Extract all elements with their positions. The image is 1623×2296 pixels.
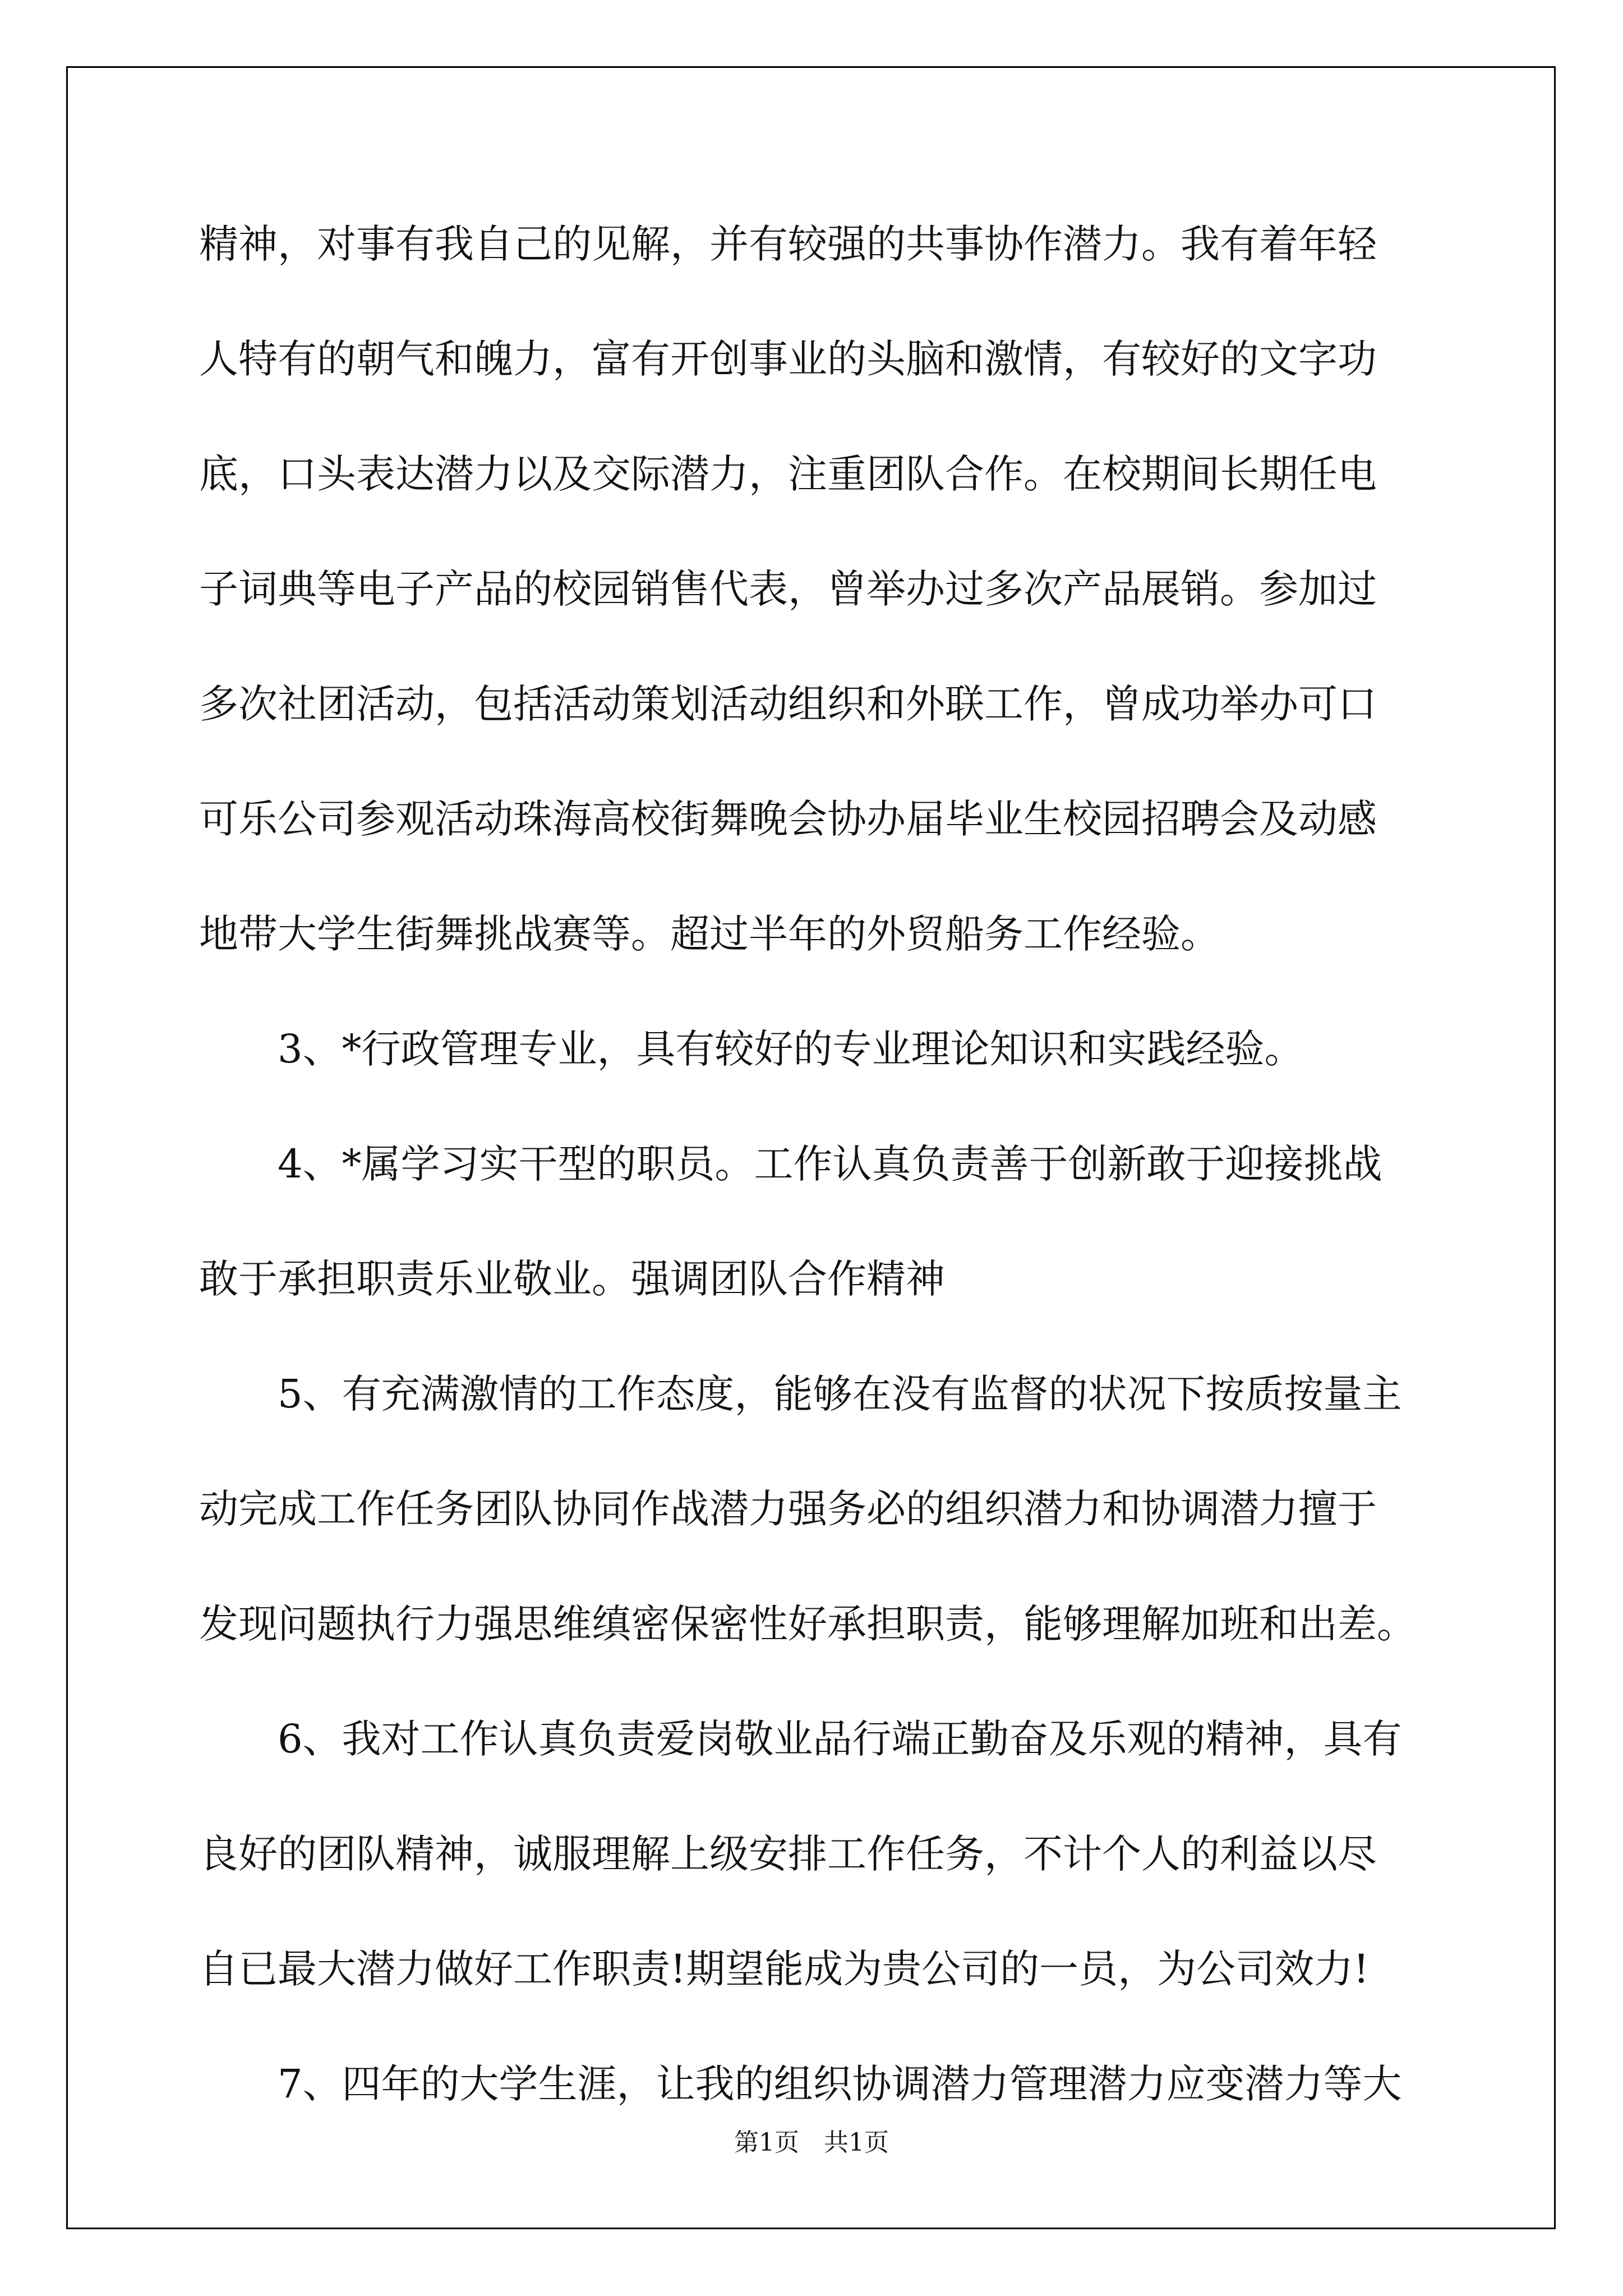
text-line: 6、我对工作认真负责爱岗敬业品行端正勤奋及乐观的精神，具有: [278, 1716, 1402, 1762]
text-line: 良好的团队精神，诚服理解上级安排工作任务，不计个人的利益以尽: [199, 1831, 1377, 1877]
text-line: 人特有的朝气和魄力，富有开创事业的头脑和激情，有较好的文字功: [199, 336, 1377, 382]
text-line: 4、*属学习实干型的职员。工作认真负责善于创新敢于迎接挑战: [278, 1141, 1382, 1187]
text-line: 多次社团活动，包括活动策划活动组织和外联工作，曾成功举办可口: [199, 681, 1377, 727]
text-line: 精神，对事有我自己的见解，并有较强的共事协作潜力。我有着年轻: [199, 221, 1377, 267]
text-line: 发现问题执行力强思维缜密保密性好承担职责，能够理解加班和出差。: [199, 1601, 1416, 1647]
page-footer: 第1页 共1页: [734, 2128, 889, 2157]
text-line: 子词典等电子产品的校园销售代表，曾举办过多次产品展销。参加过: [199, 566, 1377, 612]
text-line: 7、四年的大学生涯，让我的组织协调潜力管理潜力应变潜力等大: [278, 2061, 1402, 2107]
text-line: 动完成工作任务团队协同作战潜力强务必的组织潜力和协调潜力擅于: [199, 1486, 1377, 1532]
text-line: 5、有充满激情的工作态度，能够在没有监督的状况下按质按量主: [278, 1371, 1402, 1417]
text-line: 地带大学生街舞挑战赛等。超过半年的外贸船务工作经验。: [199, 911, 1220, 957]
text-line: 底，口头表达潜力以及交际潜力，注重团队合作。在校期间长期任电: [199, 451, 1377, 497]
text-line: 3、*行政管理专业，具有较好的专业理论知识和实践经验。: [278, 1026, 1304, 1072]
text-line: 敢于承担职责乐业敬业。强调团队合作精神: [199, 1256, 945, 1302]
text-line: 可乐公司参观活动珠海高校街舞晚会协办届毕业生校园招聘会及动感: [199, 796, 1377, 842]
text-line: 自已最大潜力做好工作职责!期望能成为贵公司的一员，为公司效力!: [199, 1946, 1370, 1992]
